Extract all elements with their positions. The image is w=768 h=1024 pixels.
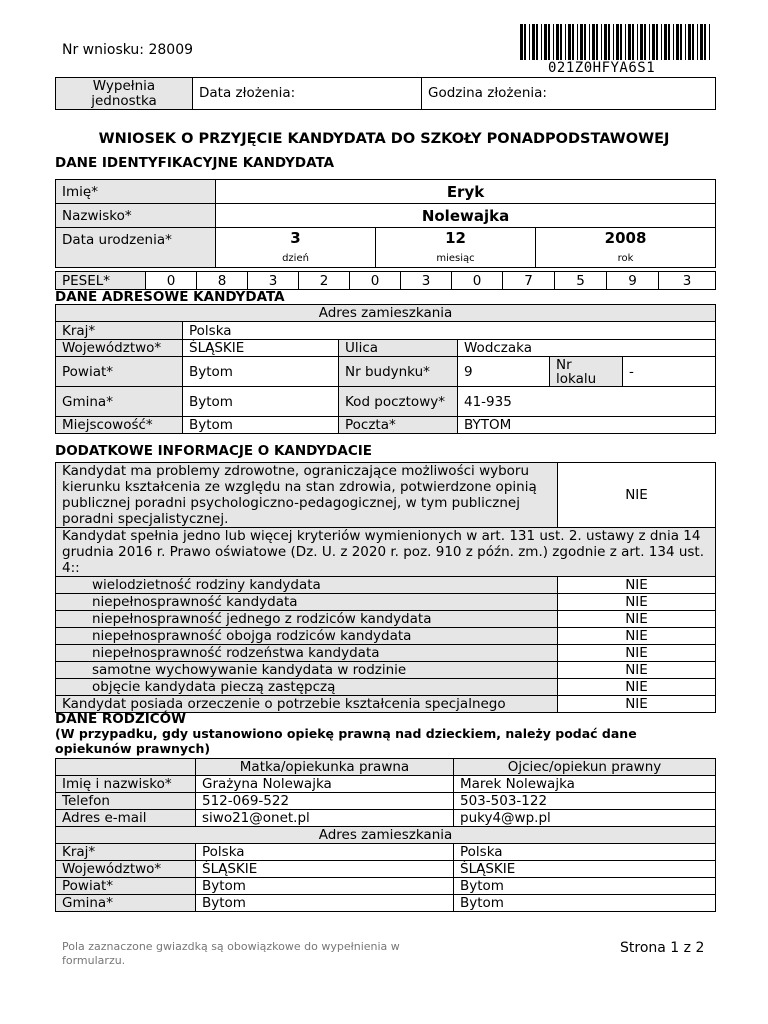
criterion-label: niepełnosprawność obojga rodziców kandydata bbox=[56, 628, 558, 645]
mother-phone[interactable]: 512-069-522 bbox=[196, 793, 454, 810]
criterion-label: niepełnosprawność rodzeństwa kandydata bbox=[56, 645, 558, 662]
birth-date-label: Data urodzenia* bbox=[56, 228, 216, 268]
father-municipality[interactable]: Bytom bbox=[454, 895, 716, 912]
birth-month-value: 12 bbox=[445, 229, 466, 247]
barcode-bar bbox=[661, 24, 662, 60]
barcode-bar bbox=[529, 24, 530, 60]
parents-table bbox=[55, 758, 716, 912]
criterion-value[interactable]: NIE bbox=[558, 594, 716, 611]
barcode-bar bbox=[625, 24, 626, 60]
barcode-bar bbox=[613, 24, 614, 60]
pesel-digit[interactable]: 9 bbox=[607, 272, 659, 290]
barcode-bar bbox=[580, 24, 583, 60]
mother-municipality[interactable]: Bytom bbox=[196, 895, 454, 912]
first-name-value[interactable]: Eryk bbox=[216, 180, 716, 204]
municipality-label: Gmina* bbox=[56, 387, 183, 417]
barcode-bar bbox=[664, 24, 667, 60]
ident-heading: DANE IDENTYFIKACYJNE KANDYDATA bbox=[55, 155, 335, 171]
parents-address-subheading: Adres zamieszkania bbox=[56, 827, 716, 844]
pesel-digit[interactable]: 7 bbox=[503, 272, 555, 290]
mother-name[interactable]: Grażyna Nolewajka bbox=[196, 776, 454, 793]
father-email[interactable]: puky4@wp.pl bbox=[454, 810, 716, 827]
barcode-bar bbox=[692, 24, 694, 60]
post-office-value[interactable]: BYTOM bbox=[458, 417, 716, 434]
criterion-label: samotne wychowywanie kandydata w rodzinie bbox=[56, 662, 558, 679]
barcode-bar bbox=[709, 24, 710, 60]
apartment-number-value[interactable]: - bbox=[623, 357, 716, 387]
birth-year[interactable] bbox=[536, 228, 716, 268]
criterion-value[interactable]: NIE bbox=[558, 679, 716, 696]
father-name[interactable]: Marek Nolewajka bbox=[454, 776, 716, 793]
extra-heading: DODATKOWE INFORMACJE O KANDYDACIE bbox=[55, 443, 372, 459]
father-country[interactable]: Polska bbox=[454, 844, 716, 861]
building-number-value[interactable]: 9 bbox=[458, 357, 550, 387]
barcode-bar bbox=[541, 24, 542, 60]
locality-value[interactable]: Bytom bbox=[183, 417, 339, 434]
father-county[interactable]: Bytom bbox=[454, 878, 716, 895]
barcode-bar bbox=[589, 24, 590, 60]
barcode-bar bbox=[553, 24, 554, 60]
barcode-bar bbox=[644, 24, 646, 60]
required-fields-note: Pola zaznaczone gwiazdką są obowiązkowe do wypełnienia w formularzu. bbox=[62, 940, 400, 967]
criterion-label: niepełnosprawność jednego z rodziców kandydata bbox=[56, 611, 558, 628]
county-value[interactable]: Bytom bbox=[183, 357, 339, 387]
barcode-bar bbox=[524, 24, 526, 60]
criterion-value[interactable]: NIE bbox=[558, 645, 716, 662]
special-education-value[interactable]: NIE bbox=[558, 696, 716, 713]
form-title: WNIOSEK O PRZYJĘCIE KANDYDATA DO SZKOŁY PONADPODSTAWOWEJ bbox=[98, 131, 670, 147]
barcode-bar bbox=[577, 24, 578, 60]
building-number-label: Nr budynku* bbox=[339, 357, 458, 387]
barcode-bar bbox=[676, 24, 679, 60]
parent-county-label: Powiat* bbox=[56, 878, 196, 895]
submission-table bbox=[55, 77, 716, 110]
special-education-label: Kandydat posiada orzeczenie o potrzebie kształcenia specjalnego bbox=[56, 696, 558, 713]
barcode-bar bbox=[544, 24, 547, 60]
pesel-label: PESEL* bbox=[56, 272, 146, 290]
pesel-digit[interactable]: 3 bbox=[401, 272, 452, 290]
first-name-label: Imię* bbox=[56, 180, 216, 204]
barcode-text: 021Z0HFYA6S1 bbox=[548, 60, 656, 76]
criterion-value[interactable]: NIE bbox=[558, 628, 716, 645]
barcode-bar bbox=[640, 24, 643, 60]
barcode-bar bbox=[628, 24, 631, 60]
father-header: Ojciec/opiekun prawny bbox=[454, 759, 716, 776]
last-name-value[interactable]: Nolewajka bbox=[216, 204, 716, 228]
pesel-digit[interactable]: 5 bbox=[555, 272, 607, 290]
parents-subheading: (W przypadku, gdy ustanowiono opiekę prawną nad dzieckiem, należy podać dane opiekunów prawnych) bbox=[55, 726, 637, 756]
pesel-digit[interactable]: 0 bbox=[452, 272, 503, 290]
barcode-bar bbox=[616, 24, 619, 60]
father-phone[interactable]: 503-503-122 bbox=[454, 793, 716, 810]
barcode-bar bbox=[520, 24, 523, 60]
barcode bbox=[518, 24, 714, 62]
day-caption: dzień bbox=[282, 253, 309, 264]
submission-time[interactable]: Godzina złożenia: bbox=[422, 78, 716, 110]
locality-label: Miejscowość* bbox=[56, 417, 183, 434]
year-caption: rok bbox=[617, 253, 634, 264]
parent-name-label: Imię i nazwisko* bbox=[56, 776, 196, 793]
barcode-bar bbox=[572, 24, 574, 60]
barcode-bar bbox=[656, 24, 658, 60]
barcode-bar bbox=[704, 24, 706, 60]
barcode-bar bbox=[697, 24, 698, 60]
barcode-bar bbox=[592, 24, 595, 60]
barcode-bar bbox=[548, 24, 550, 60]
country-label: Kraj* bbox=[56, 322, 183, 340]
pesel-digit[interactable]: 3 bbox=[248, 272, 299, 290]
post-office-label: Poczta* bbox=[339, 417, 458, 434]
barcode-bar bbox=[601, 24, 602, 60]
mother-email[interactable]: siwo21@onet.pl bbox=[196, 810, 454, 827]
pesel-digit[interactable]: 3 bbox=[659, 272, 716, 290]
pesel-table bbox=[55, 271, 716, 290]
street-label: Ulica bbox=[339, 340, 458, 357]
barcode-bar bbox=[673, 24, 674, 60]
barcode-bar bbox=[604, 24, 607, 60]
mother-country[interactable]: Polska bbox=[196, 844, 454, 861]
page-number: Strona 1 z 2 bbox=[620, 940, 705, 956]
birth-day-value: 3 bbox=[290, 229, 301, 247]
parents-corner bbox=[56, 759, 196, 776]
address-heading: DANE ADRESOWE KANDYDATA bbox=[55, 289, 285, 305]
submission-date[interactable]: Data złożenia: bbox=[193, 78, 422, 110]
barcode-bar bbox=[565, 24, 566, 60]
postal-code-value[interactable]: 41-935 bbox=[458, 387, 716, 417]
criterion-label: niepełnosprawność kandydata bbox=[56, 594, 558, 611]
barcode-bar bbox=[652, 24, 655, 60]
barcode-bar bbox=[584, 24, 586, 60]
parent-country-label: Kraj* bbox=[56, 844, 196, 861]
criterion-label: wielodzietność rodziny kandydata bbox=[56, 577, 558, 594]
barcode-bar bbox=[680, 24, 682, 60]
filled-by-unit: Wypełnia jednostka bbox=[56, 78, 193, 110]
barcode-bar bbox=[700, 24, 703, 60]
mother-county[interactable]: Bytom bbox=[196, 878, 454, 895]
health-problems-value[interactable]: NIE bbox=[558, 463, 716, 528]
country-value[interactable]: Polska bbox=[183, 322, 716, 340]
barcode-bar bbox=[688, 24, 691, 60]
address-subheading: Adres zamieszkania bbox=[56, 305, 716, 322]
pesel-digit[interactable]: 0 bbox=[350, 272, 401, 290]
application-number: Nr wniosku: 28009 bbox=[62, 42, 194, 58]
barcode-bar bbox=[632, 24, 634, 60]
criterion-label: objęcie kandydata pieczą zastępczą bbox=[56, 679, 558, 696]
parents-heading: DANE RODZICÓW bbox=[55, 711, 187, 727]
barcode-bar bbox=[560, 24, 562, 60]
pesel-digit[interactable]: 2 bbox=[299, 272, 350, 290]
criterion-value[interactable]: NIE bbox=[558, 611, 716, 628]
barcode-bar bbox=[596, 24, 598, 60]
health-problems-text: Kandydat ma problemy zdrowotne, ograniczające możliwości wyboru kierunku kształcenia ze względu na stan zdrowia, potwierdzone opinią publicznej poradni psychologiczno-pedagogicznej, w tym publicznej poradni specjalistycznej. bbox=[56, 463, 558, 528]
birth-month[interactable] bbox=[376, 228, 536, 268]
barcode-bar bbox=[620, 24, 622, 60]
mother-voivodeship[interactable]: ŚLĄSKIE bbox=[196, 861, 454, 878]
criterion-value[interactable]: NIE bbox=[558, 662, 716, 679]
barcode-bar bbox=[668, 24, 670, 60]
apartment-number-label: Nr lokalu bbox=[550, 357, 623, 387]
parent-municipality-label: Gmina* bbox=[56, 895, 196, 912]
last-name-label: Nazwisko* bbox=[56, 204, 216, 228]
barcode-bar bbox=[649, 24, 650, 60]
county-label: Powiat* bbox=[56, 357, 183, 387]
barcode-bar bbox=[532, 24, 535, 60]
voivodeship-label: Województwo* bbox=[56, 340, 183, 357]
birth-year-value: 2008 bbox=[604, 229, 647, 247]
ident-table bbox=[55, 179, 716, 268]
parent-phone-label: Telefon bbox=[56, 793, 196, 810]
criterion-value[interactable]: NIE bbox=[558, 577, 716, 594]
birth-day[interactable] bbox=[216, 228, 376, 268]
barcode-bar bbox=[637, 24, 638, 60]
criteria-text: Kandydat spełnia jedno lub więcej kryteriów wymienionych w art. 131 ust. 2. ustawy z dnia 14 grudnia 2016 r. Prawo oświatowe (Dz. U. z 2020 r. poz. 910 z późn. zm.) zgodnie z art. 134 ust. 4:: bbox=[56, 528, 716, 577]
barcode-bar bbox=[685, 24, 686, 60]
postal-code-label: Kod pocztowy* bbox=[339, 387, 458, 417]
father-voivodeship[interactable]: ŚLĄSKIE bbox=[454, 861, 716, 878]
voivodeship-value[interactable]: ŚLĄSKIE bbox=[183, 340, 339, 357]
barcode-bar bbox=[536, 24, 538, 60]
barcode-bar bbox=[608, 24, 610, 60]
address-table bbox=[55, 304, 716, 434]
mother-header: Matka/opiekunka prawna bbox=[196, 759, 454, 776]
parent-voivodeship-label: Województwo* bbox=[56, 861, 196, 878]
month-caption: miesiąc bbox=[436, 253, 475, 264]
street-value[interactable]: Wodczaka bbox=[458, 340, 716, 357]
parent-email-label: Adres e-mail bbox=[56, 810, 196, 827]
extra-table bbox=[55, 462, 716, 713]
pesel-digit[interactable]: 8 bbox=[197, 272, 248, 290]
barcode-bar bbox=[556, 24, 559, 60]
municipality-value[interactable]: Bytom bbox=[183, 387, 339, 417]
pesel-digit[interactable]: 0 bbox=[146, 272, 197, 290]
barcode-bar bbox=[568, 24, 571, 60]
